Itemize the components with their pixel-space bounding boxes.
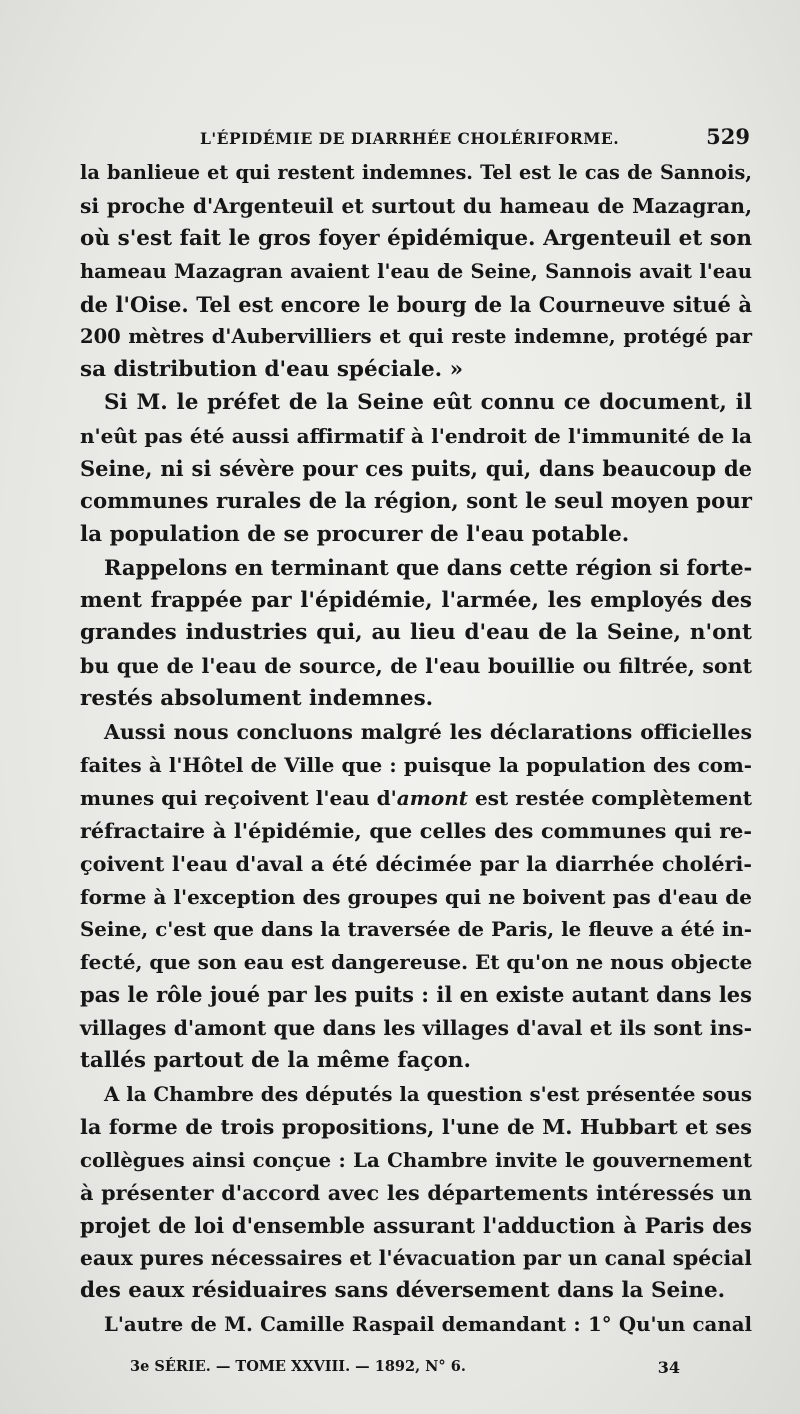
text-line: des eaux résiduaires sans déversement dans la Seine. <box>80 1278 726 1304</box>
text-line: la forme de trois propositions, l'une de M. Hubbart et ses <box>80 1114 752 1139</box>
text-line: Aussi nous concluons malgré les déclarations officielles <box>104 720 752 745</box>
text-line: réfractaire à l'épidémie, que celles des communes qui re- <box>80 818 752 843</box>
text-line: Seine, ni si sévère pour ces puits, qui, dans beaucoup de <box>80 456 752 482</box>
running-head <box>200 124 756 158</box>
text-line: grandes industries qui, au lieu d'eau de la Seine, n'ont <box>80 620 752 646</box>
italic-word: amont <box>396 785 469 810</box>
text-line: sa distribution d'eau spéciale. » <box>80 357 464 383</box>
text-line: tallés partout de la même façon. <box>80 1048 471 1074</box>
text-line: forme à l'exception des groupes qui ne boivent pas d'eau de <box>80 884 752 909</box>
text-line: projet de loi d'ensemble assurant l'adduction à Paris des <box>80 1212 752 1238</box>
series-info: 3e SÉRIE. — TOME XXVIII. — 1892, N° 6. <box>130 1358 466 1375</box>
text-line: de l'Oise. Tel est encore le bourg de la Courneuve situé à <box>80 291 752 317</box>
text-line: Rappelons en terminant que dans cette région si forte- <box>104 554 753 580</box>
text-segment: est restée complètement <box>468 785 753 810</box>
body-text <box>80 157 752 1341</box>
text-line: hameau Mazagran avaient l'eau de Seine, Sannois avait l'eau <box>80 259 752 283</box>
text-line: A la Chambre des députés la question s'est présentée sous <box>104 1081 753 1106</box>
text-line: la population de se procurer de l'eau potable. <box>80 521 630 547</box>
text-line: pas le rôle joué par les puits : il en existe autant dans les <box>80 982 752 1008</box>
text-line: villages d'amont que dans les villages d'aval et ils sont ins- <box>80 1016 752 1041</box>
text-line: collègues ainsi conçue : La Chambre invite le gouvernement <box>80 1147 752 1172</box>
text-segment: munes qui reçoivent l'eau d' <box>80 785 397 810</box>
text-line: L'autre de M. Camille Raspail demandant : 1° Qu'un canal <box>104 1312 752 1337</box>
text-line: eaux pures nécessaires et l'évacuation par un canal spécial <box>80 1246 752 1271</box>
text-line: à présenter d'accord avec les départements intéressés un <box>80 1180 752 1205</box>
text-line: 200 mètres d'Aubervilliers et qui reste indemne, protégé par <box>80 325 752 349</box>
text-line: bu que de l'eau de source, de l'eau bouillie ou filtrée, sont <box>80 654 752 679</box>
text-line: restés absolument indemnes. <box>80 686 434 712</box>
text-line: fecté, que son eau est dangereuse. Et qu'on ne nous objecte <box>80 950 753 975</box>
text-line: où s'est fait le gros foyer épidémique. Argenteuil et son <box>80 225 752 251</box>
page-number: 529 <box>706 124 750 149</box>
text-line: faites à l'Hôtel de Ville que : puisque la population des com- <box>80 753 752 778</box>
text-line: çoivent l'eau d'aval a été décimée par la diarrhée choléri- <box>80 851 752 876</box>
text-line: Si M. le préfet de la Seine eût connu ce document, il <box>104 390 752 416</box>
text-line: la banlieue et qui restent indemnes. Tel est le cas de Sannois, <box>80 161 752 184</box>
text-line: Seine, c'est que dans la traversée de Paris, le fleuve a été in- <box>80 917 752 942</box>
text-line: n'eût pas été aussi affirmatif à l'endroit de l'immunité de la <box>80 424 752 449</box>
signature-mark: 34 <box>657 1358 680 1377</box>
text-line: communes rurales de la région, sont le seul moyen pour <box>80 488 752 514</box>
text-line: si proche d'Argenteuil et surtout du hameau de Mazagran, <box>80 193 752 218</box>
running-title: L'ÉPIDÉMIE DE DIARRHÉE CHOLÉRIFORME. <box>200 129 620 148</box>
page-footer <box>130 1358 690 1377</box>
text-line-amont <box>80 782 752 815</box>
text-line: ment frappée par l'épidémie, l'armée, les employés des <box>80 587 752 613</box>
